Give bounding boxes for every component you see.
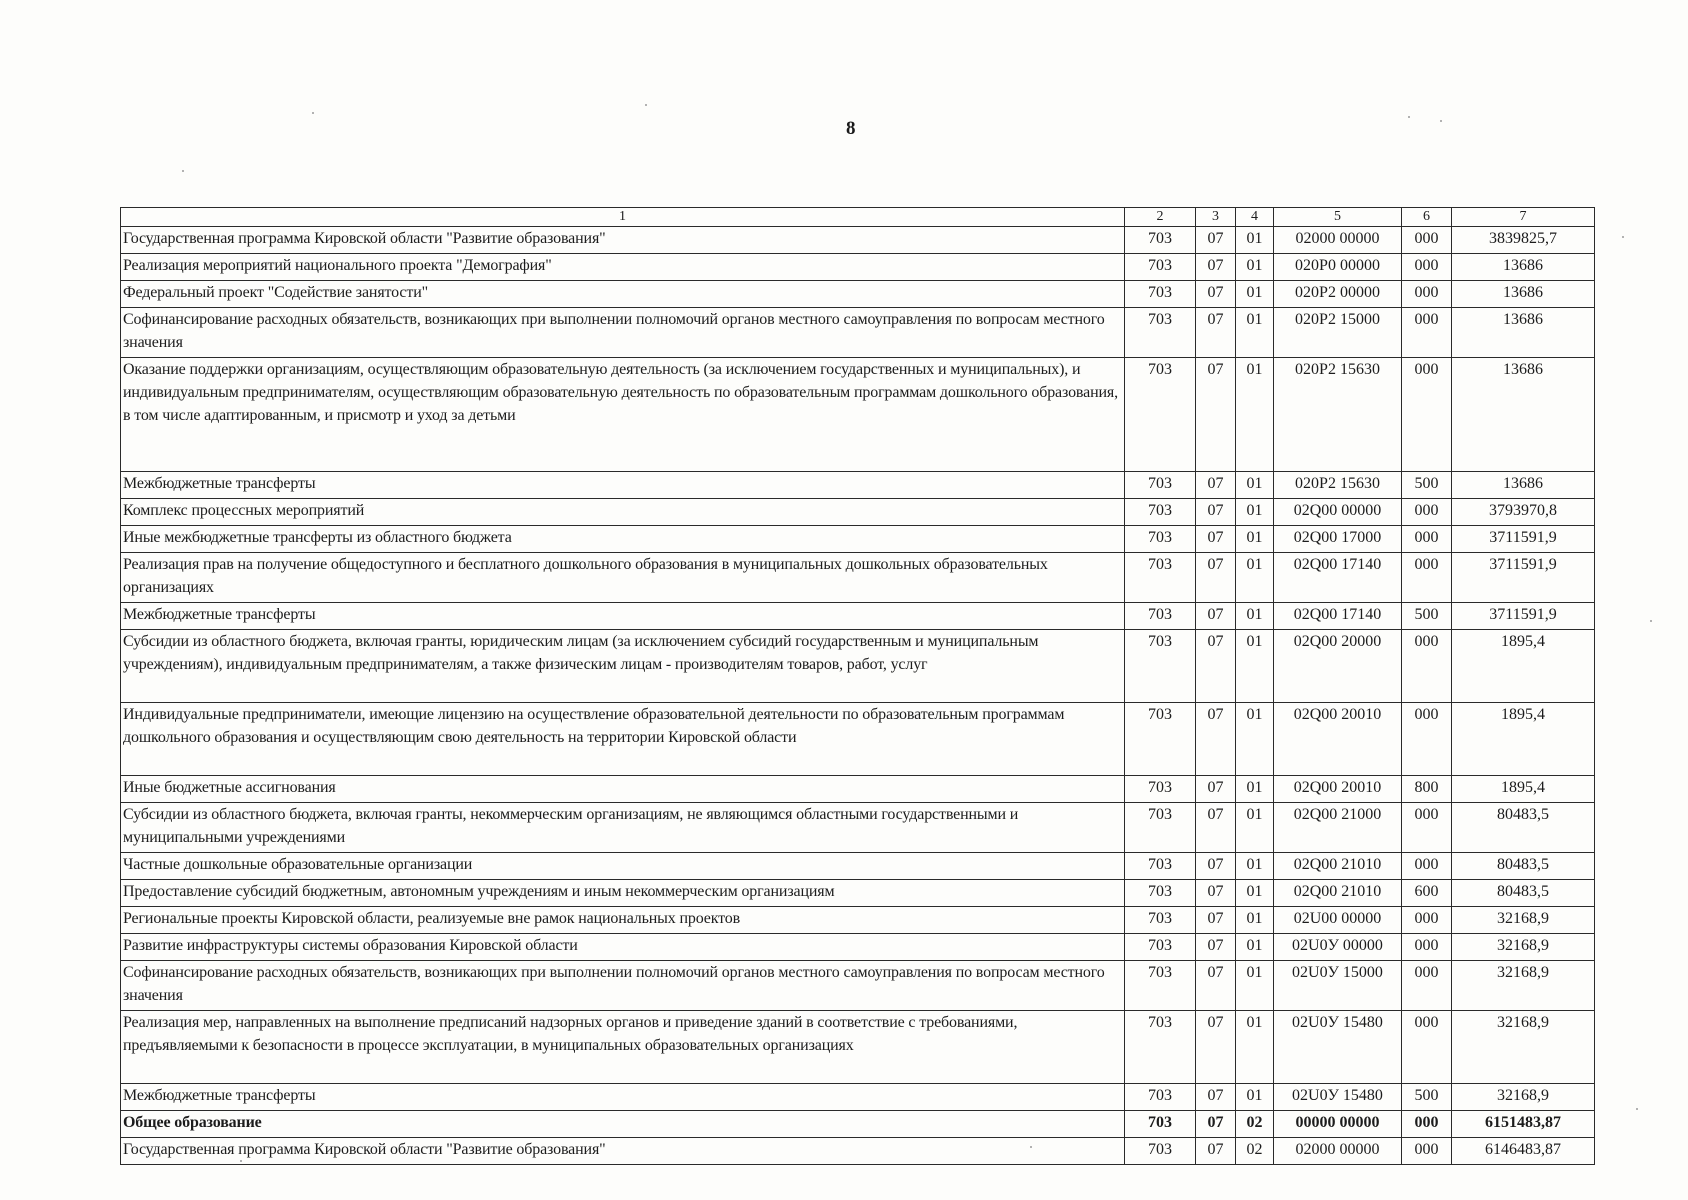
row-code-cell: 703 (1125, 358, 1196, 472)
row-subsection-cell: 01 (1236, 281, 1274, 308)
row-code-cell: 703 (1125, 308, 1196, 358)
table-row (121, 1084, 1595, 1111)
table-row (121, 703, 1595, 776)
header-cell-7: 7 (1452, 208, 1595, 227)
row-code-cell: 703 (1125, 961, 1196, 1011)
row-code-cell: 703 (1125, 1084, 1196, 1111)
scan-speck (182, 170, 184, 172)
row-section-cell: 07 (1196, 358, 1236, 472)
row-subsection-cell: 01 (1236, 553, 1274, 603)
row-target-cell: 02Q00 21010 (1274, 880, 1402, 907)
row-target-cell: 020P2 15630 (1274, 472, 1402, 499)
scan-speck (645, 104, 647, 106)
row-name-cell: Региональные проекты Кировской области, реализуемые вне рамок национальных проектов (121, 907, 1125, 934)
row-subsection-cell: 01 (1236, 961, 1274, 1011)
row-section-cell: 07 (1196, 630, 1236, 703)
row-subsection-cell: 01 (1236, 630, 1274, 703)
row-amount-cell: 1895,4 (1452, 630, 1595, 703)
row-name-cell: Федеральный проект "Содействие занятости" (121, 281, 1125, 308)
row-subsection-cell: 01 (1236, 1084, 1274, 1111)
scan-speck (1622, 236, 1624, 238)
budget-table (120, 207, 1595, 1165)
row-name-cell: Индивидуальные предприниматели, имеющие лицензию на осуществление образовательной деятельности по образовательным программам дошкольного образования и осуществляющим свою деятельность на территории Кировской области (121, 703, 1125, 776)
row-expense-type-cell: 000 (1402, 1138, 1452, 1165)
row-subsection-cell: 01 (1236, 472, 1274, 499)
row-target-cell: 02Q00 21000 (1274, 803, 1402, 853)
row-section-cell: 07 (1196, 1084, 1236, 1111)
row-expense-type-cell: 000 (1402, 961, 1452, 1011)
row-expense-type-cell: 000 (1402, 630, 1452, 703)
row-amount-cell: 32168,9 (1452, 1011, 1595, 1084)
row-amount-cell: 32168,9 (1452, 961, 1595, 1011)
row-expense-type-cell: 000 (1402, 1011, 1452, 1084)
row-section-cell: 07 (1196, 907, 1236, 934)
row-expense-type-cell: 500 (1402, 603, 1452, 630)
row-code-cell: 703 (1125, 1011, 1196, 1084)
row-amount-cell: 80483,5 (1452, 803, 1595, 853)
row-expense-type-cell: 000 (1402, 254, 1452, 281)
row-section-cell: 07 (1196, 853, 1236, 880)
row-code-cell: 703 (1125, 553, 1196, 603)
row-amount-cell: 1895,4 (1452, 703, 1595, 776)
row-name-cell: Иные межбюджетные трансферты из областного бюджета (121, 526, 1125, 553)
row-target-cell: 02Q00 20010 (1274, 703, 1402, 776)
row-subsection-cell: 02 (1236, 1138, 1274, 1165)
row-expense-type-cell: 000 (1402, 1111, 1452, 1138)
row-code-cell: 703 (1125, 776, 1196, 803)
row-expense-type-cell: 500 (1402, 472, 1452, 499)
table-row (121, 603, 1595, 630)
table-body (121, 208, 1595, 1165)
row-code-cell: 703 (1125, 703, 1196, 776)
table-row (121, 472, 1595, 499)
row-name-cell: Оказание поддержки организациям, осуществляющим образовательную деятельность (за исключением государственных и муниципальных), и индивидуальным предпринимателям, осуществляющим образовательную деятельность по образовательным программам дошкольного образования, в том числе адаптированным, и присмотр и уход за детьми (121, 358, 1125, 472)
header-cell-2: 2 (1125, 208, 1196, 227)
row-expense-type-cell: 000 (1402, 526, 1452, 553)
table-row (121, 880, 1595, 907)
row-section-cell: 07 (1196, 803, 1236, 853)
table-row (121, 776, 1595, 803)
table-row (121, 934, 1595, 961)
row-name-cell: Субсидии из областного бюджета, включая гранты, некоммерческим организациям, не являющимся областными государственными и муниципальными учреждениями (121, 803, 1125, 853)
table-row (121, 961, 1595, 1011)
row-target-cell: 02Q00 20010 (1274, 776, 1402, 803)
row-target-cell: 02Q00 21010 (1274, 853, 1402, 880)
row-amount-cell: 13686 (1452, 281, 1595, 308)
row-subsection-cell: 01 (1236, 907, 1274, 934)
table-row (121, 526, 1595, 553)
row-section-cell: 07 (1196, 254, 1236, 281)
row-code-cell: 703 (1125, 1111, 1196, 1138)
row-target-cell: 02U0У 00000 (1274, 934, 1402, 961)
row-subsection-cell: 01 (1236, 934, 1274, 961)
row-amount-cell: 3711591,9 (1452, 553, 1595, 603)
row-target-cell: 02U0У 15480 (1274, 1084, 1402, 1111)
table-row (121, 553, 1595, 603)
row-target-cell: 02000 00000 (1274, 227, 1402, 254)
row-section-cell: 07 (1196, 703, 1236, 776)
row-subsection-cell: 01 (1236, 803, 1274, 853)
row-code-cell: 703 (1125, 254, 1196, 281)
row-target-cell: 02Q00 17000 (1274, 526, 1402, 553)
row-subsection-cell: 01 (1236, 853, 1274, 880)
row-section-cell: 07 (1196, 499, 1236, 526)
row-expense-type-cell: 000 (1402, 499, 1452, 526)
row-expense-type-cell: 000 (1402, 227, 1452, 254)
row-section-cell: 07 (1196, 227, 1236, 254)
row-subsection-cell: 01 (1236, 254, 1274, 281)
table-row (121, 907, 1595, 934)
row-name-cell: Реализация мер, направленных на выполнение предписаний надзорных органов и приведение зданий в соответствие с требованиями, предъявляемыми к безопасности в процессе эксплуатации, в муниципальных образовательных организациях (121, 1011, 1125, 1084)
row-amount-cell: 13686 (1452, 358, 1595, 472)
row-amount-cell: 13686 (1452, 308, 1595, 358)
row-name-cell: Развитие инфраструктуры системы образования Кировской области (121, 934, 1125, 961)
row-code-cell: 703 (1125, 907, 1196, 934)
row-section-cell: 07 (1196, 880, 1236, 907)
scan-speck (1030, 1146, 1032, 1148)
table-row (121, 630, 1595, 703)
row-subsection-cell: 01 (1236, 1011, 1274, 1084)
row-section-cell: 07 (1196, 553, 1236, 603)
row-code-cell: 703 (1125, 934, 1196, 961)
row-expense-type-cell: 000 (1402, 934, 1452, 961)
row-name-cell: Межбюджетные трансферты (121, 1084, 1125, 1111)
scan-speck (1440, 120, 1442, 122)
row-name-cell: Иные бюджетные ассигнования (121, 776, 1125, 803)
row-target-cell: 020P0 00000 (1274, 254, 1402, 281)
row-amount-cell: 1895,4 (1452, 776, 1595, 803)
table-row (121, 803, 1595, 853)
row-name-cell: Софинансирование расходных обязательств, возникающих при выполнении полномочий органов местного самоуправления по вопросам местного значения (121, 308, 1125, 358)
row-section-cell: 07 (1196, 281, 1236, 308)
row-subsection-cell: 01 (1236, 358, 1274, 472)
row-amount-cell: 3839825,7 (1452, 227, 1595, 254)
row-target-cell: 02U00 00000 (1274, 907, 1402, 934)
row-name-cell: Государственная программа Кировской области "Развитие образования" (121, 227, 1125, 254)
row-target-cell: 02Q00 20000 (1274, 630, 1402, 703)
row-section-cell: 07 (1196, 308, 1236, 358)
row-code-cell: 703 (1125, 499, 1196, 526)
row-amount-cell: 80483,5 (1452, 853, 1595, 880)
row-name-cell: Межбюджетные трансферты (121, 603, 1125, 630)
row-expense-type-cell: 000 (1402, 803, 1452, 853)
row-code-cell: 703 (1125, 526, 1196, 553)
row-expense-type-cell: 600 (1402, 880, 1452, 907)
row-name-cell: Софинансирование расходных обязательств, возникающих при выполнении полномочий органов местного самоуправления по вопросам местного значения (121, 961, 1125, 1011)
row-target-cell: 00000 00000 (1274, 1111, 1402, 1138)
row-subsection-cell: 01 (1236, 776, 1274, 803)
scan-speck (1408, 116, 1410, 118)
row-code-cell: 703 (1125, 281, 1196, 308)
row-target-cell: 02Q00 00000 (1274, 499, 1402, 526)
row-subsection-cell: 01 (1236, 703, 1274, 776)
row-amount-cell: 32168,9 (1452, 934, 1595, 961)
row-expense-type-cell: 000 (1402, 358, 1452, 472)
row-code-cell: 703 (1125, 880, 1196, 907)
row-expense-type-cell: 000 (1402, 703, 1452, 776)
row-target-cell: 02000 00000 (1274, 1138, 1402, 1165)
header-cell-6: 6 (1402, 208, 1452, 227)
row-amount-cell: 3793970,8 (1452, 499, 1595, 526)
row-code-cell: 703 (1125, 630, 1196, 703)
scan-speck (240, 1160, 242, 1162)
row-expense-type-cell: 500 (1402, 1084, 1452, 1111)
header-cell-3: 3 (1196, 208, 1236, 227)
table-row (121, 853, 1595, 880)
row-amount-cell: 3711591,9 (1452, 526, 1595, 553)
row-code-cell: 703 (1125, 603, 1196, 630)
row-target-cell: 020P2 15630 (1274, 358, 1402, 472)
row-expense-type-cell: 800 (1402, 776, 1452, 803)
table-row (121, 308, 1595, 358)
row-amount-cell: 6146483,87 (1452, 1138, 1595, 1165)
table-row (121, 1011, 1595, 1084)
table-row (121, 499, 1595, 526)
row-amount-cell: 13686 (1452, 472, 1595, 499)
scan-speck (1650, 620, 1652, 622)
row-amount-cell: 13686 (1452, 254, 1595, 281)
table-row (121, 254, 1595, 281)
row-name-cell: Межбюджетные трансферты (121, 472, 1125, 499)
row-amount-cell: 32168,9 (1452, 907, 1595, 934)
row-name-cell: Комплекс процессных мероприятий (121, 499, 1125, 526)
row-section-cell: 07 (1196, 961, 1236, 1011)
scan-speck (312, 112, 314, 114)
table-row (121, 281, 1595, 308)
row-name-cell: Частные дошкольные образовательные организации (121, 853, 1125, 880)
row-expense-type-cell: 000 (1402, 553, 1452, 603)
table-row (121, 358, 1595, 472)
row-expense-type-cell: 000 (1402, 907, 1452, 934)
row-subsection-cell: 01 (1236, 499, 1274, 526)
row-amount-cell: 32168,9 (1452, 1084, 1595, 1111)
row-section-cell: 07 (1196, 1111, 1236, 1138)
header-cell-4: 4 (1236, 208, 1274, 227)
row-code-cell: 703 (1125, 853, 1196, 880)
row-name-cell: Реализация мероприятий национального проекта "Демография" (121, 254, 1125, 281)
row-code-cell: 703 (1125, 803, 1196, 853)
header-cell-1: 1 (121, 208, 1125, 227)
row-amount-cell: 6151483,87 (1452, 1111, 1595, 1138)
table-header-row (121, 208, 1595, 227)
row-target-cell: 02U0У 15000 (1274, 961, 1402, 1011)
row-section-cell: 07 (1196, 934, 1236, 961)
row-code-cell: 703 (1125, 227, 1196, 254)
table-row (121, 1111, 1595, 1138)
row-subsection-cell: 01 (1236, 603, 1274, 630)
row-subsection-cell: 01 (1236, 227, 1274, 254)
row-subsection-cell: 02 (1236, 1111, 1274, 1138)
row-section-cell: 07 (1196, 603, 1236, 630)
row-name-cell: Общее образование (121, 1111, 1125, 1138)
row-name-cell: Субсидии из областного бюджета, включая гранты, юридическим лицам (за исключением субсидий государственным и муниципальным учреждениям), индивидуальным предпринимателям, а также физическим лицам - производителям товаров, работ, услуг (121, 630, 1125, 703)
row-section-cell: 07 (1196, 776, 1236, 803)
table-row (121, 227, 1595, 254)
row-section-cell: 07 (1196, 1011, 1236, 1084)
table-row (121, 1138, 1595, 1165)
header-cell-5: 5 (1274, 208, 1402, 227)
row-expense-type-cell: 000 (1402, 853, 1452, 880)
row-code-cell: 703 (1125, 1138, 1196, 1165)
row-target-cell: 020P2 15000 (1274, 308, 1402, 358)
page-number: 8 (846, 118, 856, 139)
row-amount-cell: 80483,5 (1452, 880, 1595, 907)
row-target-cell: 020P2 00000 (1274, 281, 1402, 308)
scan-speck (1636, 1108, 1638, 1110)
row-target-cell: 02Q00 17140 (1274, 603, 1402, 630)
row-target-cell: 02U0У 15480 (1274, 1011, 1402, 1084)
row-section-cell: 07 (1196, 472, 1236, 499)
row-section-cell: 07 (1196, 1138, 1236, 1165)
row-section-cell: 07 (1196, 526, 1236, 553)
row-subsection-cell: 01 (1236, 526, 1274, 553)
row-expense-type-cell: 000 (1402, 281, 1452, 308)
row-subsection-cell: 01 (1236, 308, 1274, 358)
row-name-cell: Государственная программа Кировской области "Развитие образования" (121, 1138, 1125, 1165)
row-code-cell: 703 (1125, 472, 1196, 499)
row-subsection-cell: 01 (1236, 880, 1274, 907)
row-amount-cell: 3711591,9 (1452, 603, 1595, 630)
row-expense-type-cell: 000 (1402, 308, 1452, 358)
row-name-cell: Предоставление субсидий бюджетным, автономным учреждениям и иным некоммерческим организациям (121, 880, 1125, 907)
row-name-cell: Реализация прав на получение общедоступного и бесплатного дошкольного образования в муниципальных дошкольных образовательных организациях (121, 553, 1125, 603)
row-target-cell: 02Q00 17140 (1274, 553, 1402, 603)
